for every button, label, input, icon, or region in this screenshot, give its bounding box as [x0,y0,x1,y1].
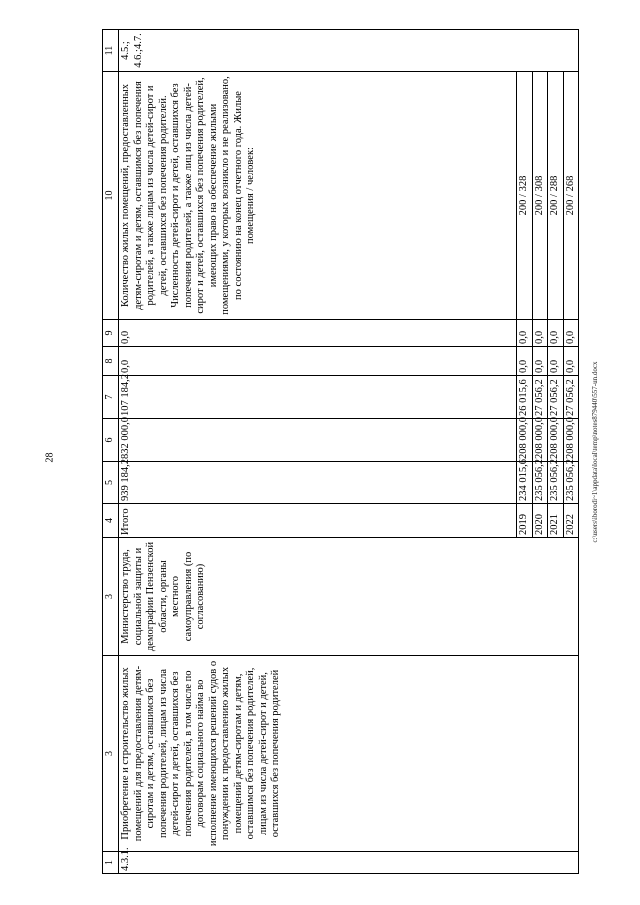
indicator-value: 200 / 268 [563,72,579,320]
other-cell: 0,0 [119,320,517,347]
indicator-description: Количество жилых помещений, предоставленных детям-сиротам и детям, оставшимся без попечения родителей, а также лицам из числа детей-сирот и детей, оставшихся без попечения родителей. Численность детей-сирот и детей, оставшихся без попечения родителей, а также лиц из числа детей-сирот и детей, оставшихся без попечения родителей, имеющих право на обеспечение жилыми помещениями, у которых возникло и не реализовано, по состоянию на конец отчетного года. Жилые помещения / человек: [119,72,517,320]
total-cell: 235 056,2 [563,462,579,504]
item-code: 4.3.1. [119,852,579,874]
indicator-value: 200 / 288 [548,72,564,320]
header-col-4: 4 [103,504,119,538]
federal-cell: 208 000,0 [517,419,533,462]
federal-cell: 832 000,0 [119,419,517,462]
indicator-value: 200 / 328 [517,72,533,320]
total-cell: 235 056,2 [532,462,548,504]
footer-file-path-text: c:\users\iborodi~1\appdata\local\temp\notes879440\557-un.docx [591,361,599,543]
header-col-10: 10 [103,72,119,320]
local-cell: 0,0 [517,347,533,376]
other-cell: 0,0 [517,320,533,347]
local-cell: 0,0 [119,347,517,376]
regional-cell: 27 056,2 [532,376,548,419]
other-cell: 0,0 [532,320,548,347]
local-cell: 0,0 [548,347,564,376]
local-cell: 0,0 [532,347,548,376]
other-cell: 0,0 [563,320,579,347]
year-cell: 2021 [548,504,564,538]
rotated-table-wrapper [102,30,578,874]
header-col-6: 6 [103,419,119,462]
regional-cell: 27 056,2 [548,376,564,419]
total-cell: 235 056,2 [548,462,564,504]
program-measures-table [102,29,579,874]
indicator-value: 200 / 308 [532,72,548,320]
federal-cell: 208 000,0 [532,419,548,462]
regional-cell: 107 184,2 [119,376,517,419]
header-row [103,30,119,874]
regional-cell: 26 015,6 [517,376,533,419]
header-col-1: 1 [103,852,119,874]
executor: Министерство труда, социальной защиты и демографии Пензенской области, органы местного самоуправления (по согласованию) [119,538,579,656]
header-col-3: 3 [103,538,119,656]
table-row-total [119,30,517,874]
year-cell: 2020 [532,504,548,538]
total-cell: 234 015,6 [517,462,533,504]
header-col-2: 3 [103,656,119,852]
page-number: 28 [44,452,56,463]
federal-cell: 208 000,0 [548,419,564,462]
total-cell: 939 184,2 [119,462,517,504]
header-col-8: 8 [103,347,119,376]
header-col-7: 7 [103,376,119,419]
linked-indicators: 4.5.; 4.6.;4.7. [119,30,579,72]
header-col-11: 11 [103,30,119,72]
regional-cell: 27 056,2 [563,376,579,419]
header-col-9: 9 [103,320,119,347]
year-cell: 2022 [563,504,579,538]
local-cell: 0,0 [563,347,579,376]
header-col-5: 5 [103,462,119,504]
year-cell: 2019 [517,504,533,538]
year-cell: Итого [119,504,517,538]
federal-cell: 208 000,0 [563,419,579,462]
measure-description: Приобретение и строительство жилых помещений для предоставления детям-сиротам и детям, оставшимся без попечения родителей, лицам из числа детей-сирот и детей, оставшихся без попечения родителей, в том числе по договорам социального найма во исполнение имеющихся решений судов о понуждении к предоставлению жилых помещений детям-сиротам и детям, оставшимся без попечения родителей, лицам из числа детей-сирот и детей, оставшихся без попечения родителей [119,656,579,852]
other-cell: 0,0 [548,320,564,347]
